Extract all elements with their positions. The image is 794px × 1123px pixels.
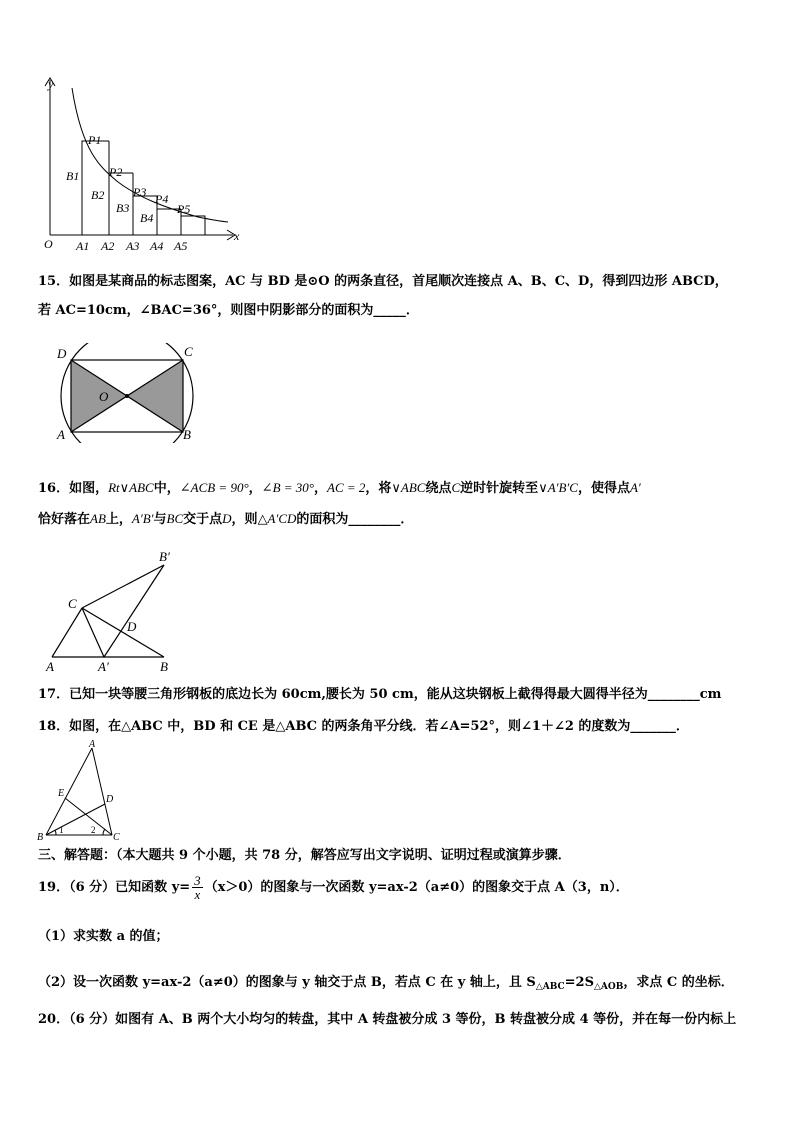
label-c: C	[184, 344, 193, 359]
hyperbola-rectangles-figure	[38, 72, 253, 257]
label-a-prime: A′	[98, 659, 109, 674]
label-a4: A4	[150, 239, 164, 253]
label-b1: B1	[66, 169, 80, 183]
label-a: A	[57, 427, 65, 442]
x-axis-label: x	[234, 229, 240, 243]
q15-line-1: 15．如图是某商品的标志图案，AC 与 BD 是⊙O 的两条直径，首尾顺次连接点 A、B、C、D，得到四边形 ABCD，	[38, 274, 728, 289]
label-d: D	[106, 794, 114, 805]
label-p5: P5	[177, 202, 191, 216]
q19-part-2: （2）设一次函数 y=ax-2（a≠0）的图象与 y 轴交于点 B，若点 C 在 y 轴上，且 $S_{\triangle ABC}=2S_{\triangle AOB}$，求点 C 的坐标．	[38, 975, 734, 992]
label-e: E	[58, 788, 65, 799]
label-b: B	[183, 427, 191, 442]
label-a3: A3	[126, 239, 140, 253]
label-p4: P4	[155, 192, 169, 206]
label-angle-2: 2	[91, 825, 96, 835]
label-angle-1: 1	[59, 825, 64, 835]
q20-text: 20．（6 分）如图有 A、B 两个大小均匀的转盘，其中 A 转盘被分成 3 等份，B 转盘被分成 4 等份，并在每一份内标上	[38, 1012, 737, 1027]
label-a1: A1	[76, 239, 90, 253]
rotated-triangle-figure	[40, 545, 190, 675]
label-p1: P1	[88, 133, 102, 147]
label-p3: P3	[133, 185, 147, 199]
q15-line-2: 若 AC=10cm，∠BAC=36°，则图中阴影部分的面积为_____．	[38, 303, 419, 318]
label-c: C	[113, 832, 120, 843]
y-axis-label: y	[48, 77, 54, 91]
label-a: A	[89, 740, 96, 750]
origin-label: O	[44, 237, 53, 251]
label-o: O	[99, 389, 109, 404]
label-a: A	[46, 659, 54, 674]
fraction-3-over-x: $\frac{3}{x}$	[194, 873, 201, 902]
angle-bisector-triangle-figure	[34, 740, 129, 845]
label-b: B	[37, 832, 44, 843]
label-b2: B2	[91, 188, 105, 202]
label-b3: B3	[116, 201, 130, 215]
q16-line-1: 16．如图，Rt∨ABC中，∠ACB = 90°，∠B = 30°，AC = 2，将∨ABC绕点C逆时针旋转至∨A′B′C，使得点A′	[38, 480, 641, 496]
q18-text: 18．如图，在△ABC 中，BD 和 CE 是△ABC 的两条角平分线．若∠A=52°，则∠1＋∠2 的度数为_______．	[38, 719, 689, 734]
circle-rectangle-figure	[50, 343, 200, 443]
label-b: B	[160, 659, 168, 674]
q16-line-2: 恰好落在AB上，A′B′与BC交于点D，则△A′CD的面积为________．	[38, 511, 414, 527]
label-a5: A5	[174, 239, 188, 253]
label-p2: P2	[109, 165, 123, 179]
label-b4: B4	[140, 211, 154, 225]
section-3-heading: 三、解答题：（本大题共 9 个小题，共 78 分，解答应写出文字说明、证明过程或演算步骤．	[38, 848, 571, 863]
label-d: D	[127, 619, 137, 634]
label-b-prime: B′	[159, 549, 170, 564]
label-d: D	[57, 346, 67, 361]
label-c: C	[68, 596, 77, 611]
label-a2: A2	[101, 239, 115, 253]
q17-text: 17．已知一块等腰三角形钢板的底边长为 60cm,腰长为 50 cm，能从这块钢板上截得得最大圆得半径为________cm	[38, 687, 722, 702]
q19-stem: 19．（6 分）已知函数 y= $\frac{3}{x}$ （x＞0）的图象与一次函数 y=ax-2（a≠0）的图象交于点 A（3，n）．	[38, 873, 629, 902]
q19-part-1: （1）求实数 a 的值；	[38, 929, 169, 944]
